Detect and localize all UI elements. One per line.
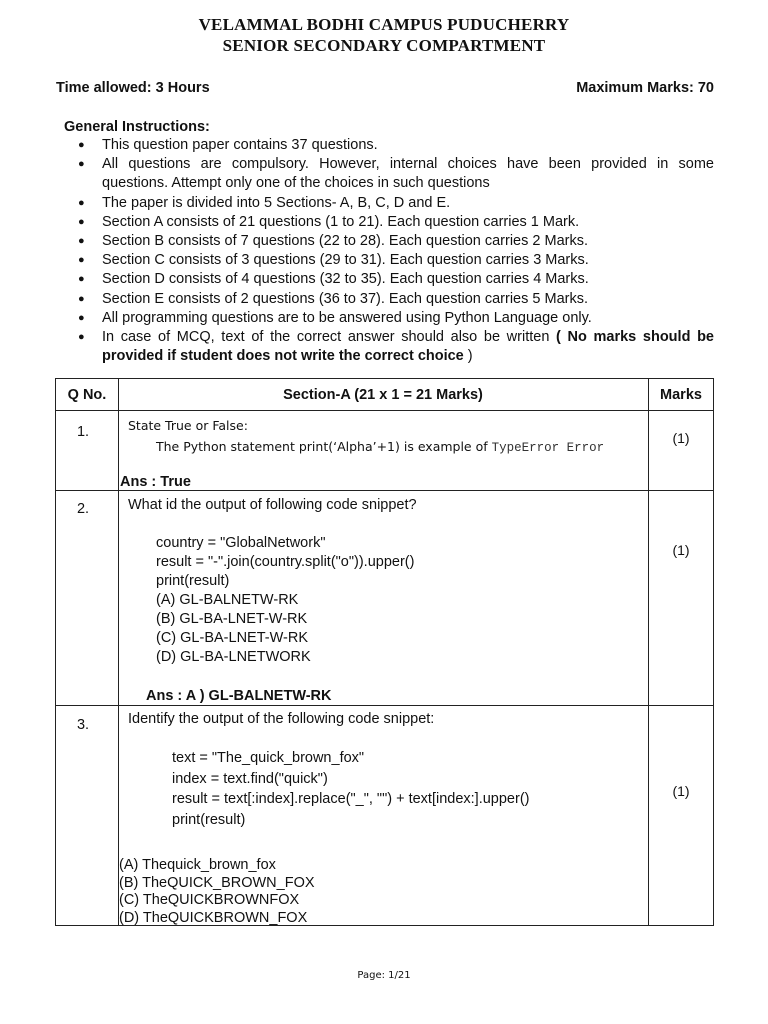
column-header-section: Section-A (21 x 1 = 21 Marks)	[283, 387, 483, 403]
option: (D) TheQUICKBROWN_FOX	[119, 909, 308, 926]
table-divider	[56, 705, 713, 706]
q2-answer: Ans : A ) GL-BALNETW-RK	[146, 688, 332, 704]
option: (C) TheQUICKBROWNFOX	[119, 892, 300, 908]
code-line: print(result)	[156, 573, 230, 589]
question-table	[55, 378, 714, 926]
instruction-item: ● Section C consists of 3 questions (29 to 31). Each question carries 3 Marks.	[78, 251, 714, 270]
mcq-instruction-end: )	[463, 348, 473, 365]
q1-answer: Ans : True	[120, 474, 191, 490]
instruction-item: ● All programming questions are to be answered using Python Language only.	[78, 309, 714, 328]
q1-statement	[156, 439, 604, 455]
table-divider	[56, 410, 713, 411]
option: (D) GL-BA-LNETWORK	[156, 649, 311, 665]
option: (A) GL-BALNETW-RK	[156, 592, 299, 608]
code-line: text = "The_quick_brown_fox"	[172, 750, 365, 766]
instruction-item: ● Section B consists of 7 questions (22 to 28). Each question carries 2 Marks.	[78, 232, 714, 251]
q2-code	[156, 534, 414, 667]
q1-statement-code: TypeError Error	[491, 441, 605, 455]
mcq-instruction-bold: ( No marks should be provided if student does not write the correct choice	[102, 329, 714, 365]
school-header	[0, 14, 768, 56]
q3-code	[172, 748, 529, 830]
question-number: 3.	[76, 717, 90, 733]
maximum-marks: Maximum Marks: 70	[576, 80, 714, 96]
column-header-qno: Q No.	[67, 387, 107, 403]
option: (B) GL-BA-LNET-W-RK	[156, 611, 308, 627]
marks-value: (1)	[672, 783, 690, 799]
instruction-item: ● All questions are compulsory. However, internal choices have been provided in some questions. Attempt only one of the choices in such questions	[78, 155, 714, 193]
code-line: print(result)	[172, 811, 246, 828]
school-name: VELAMMAL BODHI CAMPUS PUDUCHERRY	[198, 15, 570, 34]
question-number: 2.	[76, 501, 90, 517]
instruction-item-mcq	[78, 328, 714, 366]
exam-title: SENIOR SECONDARY COMPARTMENT	[222, 36, 546, 55]
q3-options	[119, 857, 315, 927]
question-number: 1.	[76, 424, 90, 440]
instruction-item: ● Section A consists of 21 questions (1 to 21). Each question carries 1 Mark.	[78, 213, 714, 232]
code-line: result = "-".join(country.split("o")).upper()	[156, 554, 415, 570]
q1-prompt: State True or False:	[128, 418, 248, 433]
page-number: Page: 1/21	[357, 970, 411, 981]
instruction-item: ● The paper is divided into 5 Sections- A, B, C, D and E.	[78, 194, 714, 213]
marks-value: (1)	[672, 542, 690, 558]
marks-value: (1)	[672, 430, 690, 446]
instruction-item: ● Section E consists of 2 questions (36 to 37). Each question carries 5 Marks.	[78, 290, 714, 309]
instructions-title: General Instructions:	[64, 119, 210, 135]
code-line: country = "GlobalNetwork"	[156, 535, 326, 551]
table-divider	[118, 379, 119, 925]
exam-meta	[56, 80, 714, 96]
table-divider	[648, 379, 649, 925]
instruction-item: ● Section D consists of 4 questions (32 to 35). Each question carries 4 Marks.	[78, 270, 714, 289]
code-line: index = text.find("quick")	[172, 770, 328, 787]
q3-question: Identify the output of the following code snippet:	[128, 711, 435, 727]
instruction-item: ● This question paper contains 37 questions.	[78, 136, 714, 155]
time-allowed: Time allowed: 3 Hours	[56, 80, 210, 96]
option: (A) Thequick_brown_fox	[119, 857, 276, 873]
code-line: result = text[:index].replace("_", "") + text[index:].upper()	[172, 791, 530, 807]
table-divider	[56, 490, 713, 491]
q1-statement-text: The Python statement print(‘Alpha’+1) is example of	[156, 439, 492, 454]
q2-question: What id the output of following code snippet?	[128, 497, 417, 513]
mcq-instruction-text: In case of MCQ, text of the correct answer should also be written	[102, 329, 557, 346]
option: (B) TheQUICK_BROWN_FOX	[119, 874, 315, 891]
option: (C) GL-BA-LNET-W-RK	[156, 630, 308, 646]
instructions-list	[78, 136, 714, 366]
column-header-marks: Marks	[660, 387, 702, 403]
